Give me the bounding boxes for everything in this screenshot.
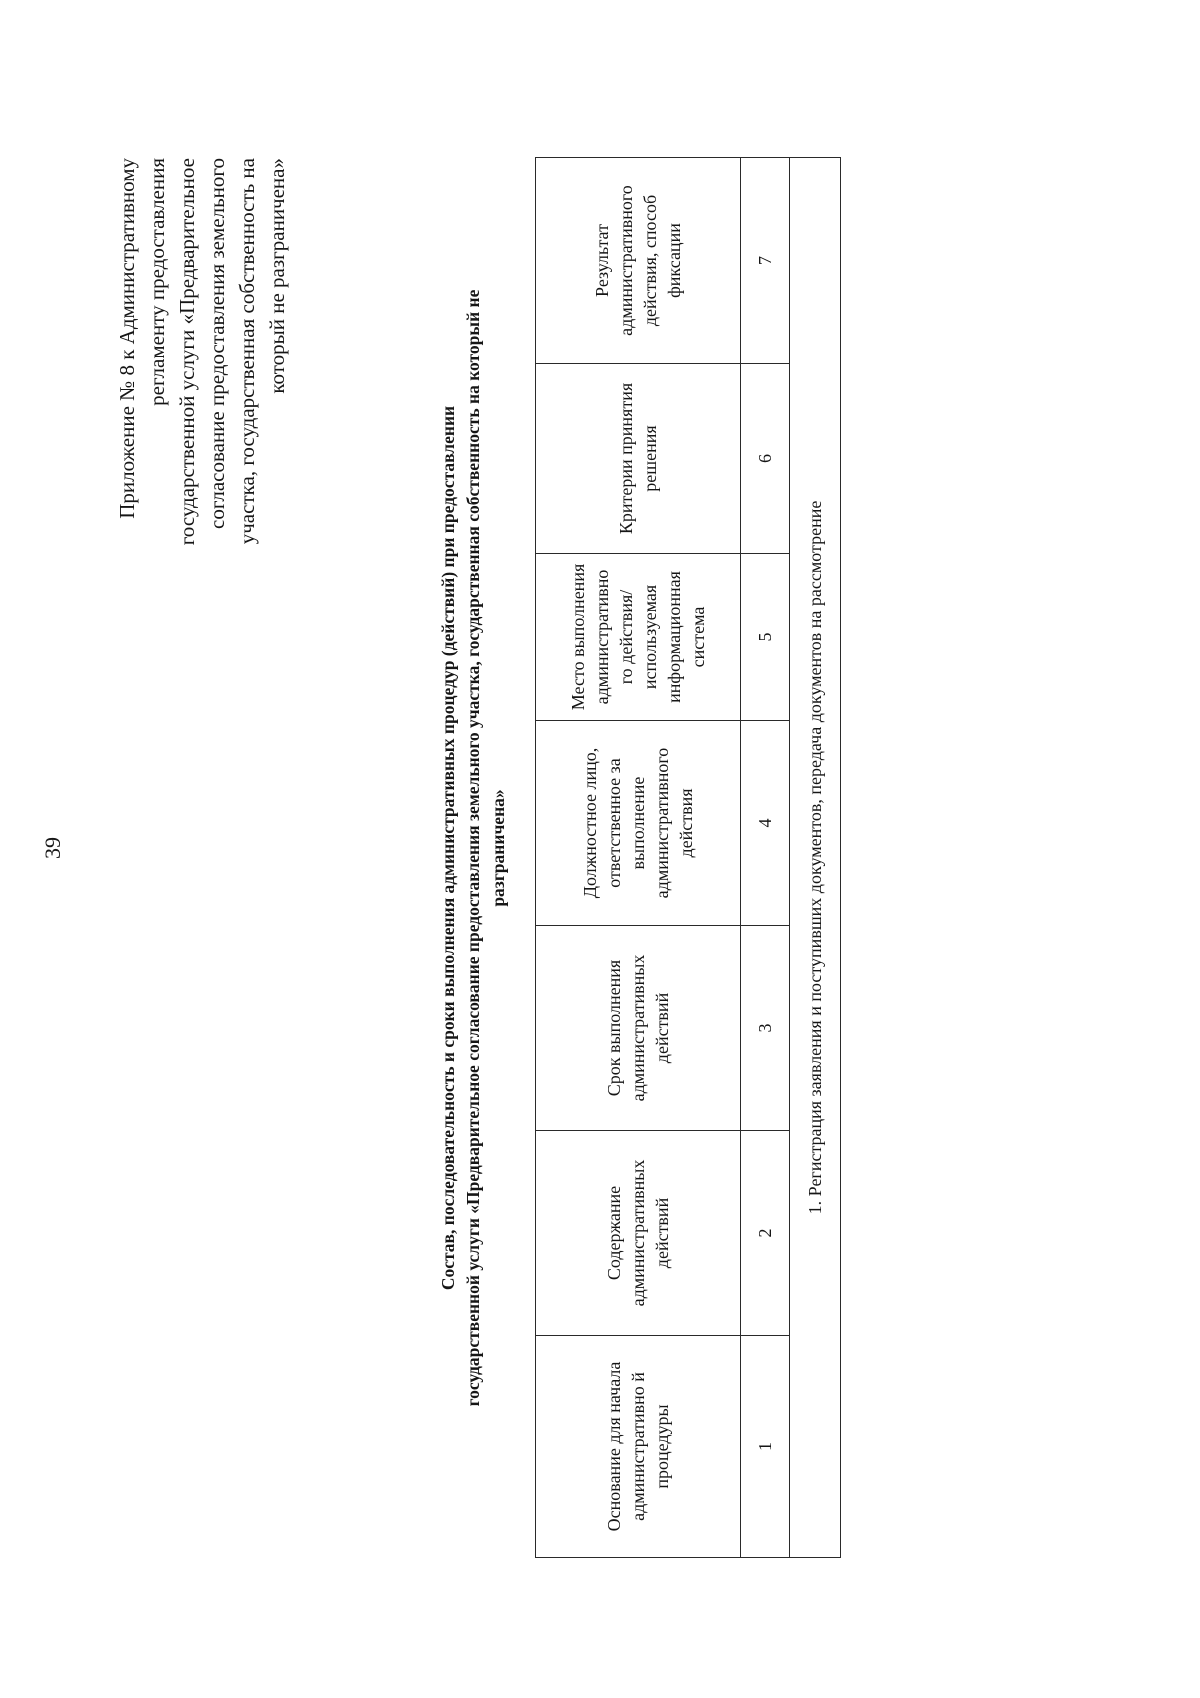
appendix-line: участка, государственная собственность на (235, 158, 259, 545)
column-header: Критерии принятия решения (536, 364, 741, 554)
page-number: 39 (40, 837, 65, 859)
appendix-line: согласование предоставления земельного (205, 158, 229, 529)
document-title (436, 98, 511, 1598)
appendix-line: который не разграничена» (265, 158, 289, 394)
column-header: Срок выполнения административных действий (536, 926, 741, 1131)
header-row (536, 158, 741, 1558)
column-number: 1 (741, 1336, 790, 1558)
title-line: разграничена» (488, 789, 508, 907)
title-line: Состав, последовательность и сроки выполнения административных процедур (действий) при предоставлении (438, 405, 458, 1291)
column-number: 5 (741, 554, 790, 721)
column-number: 6 (741, 364, 790, 554)
appendix-line: государственной услуги «Предварительное (175, 158, 199, 546)
column-header: Должностное лицо, ответственное за выполнение административного действия (536, 721, 741, 926)
title-line: государственной услуги «Предварительное согласование предоставления земельного участка, государственная собственность на который не (463, 289, 483, 1407)
section-row (790, 158, 841, 1558)
column-number: 2 (741, 1131, 790, 1336)
column-number: 7 (741, 158, 790, 364)
section-title: 1. Регистрация заявления и поступивших документов, передача документов на рассмотрение (790, 158, 841, 1558)
column-header: Содержание административных действий (536, 1131, 741, 1336)
column-header: Результат административного действия, способ фиксации (536, 158, 741, 364)
appendix-note (112, 158, 292, 618)
column-number: 4 (741, 721, 790, 926)
column-header: Место выполнения административно го действия/ используемая информационная система (536, 554, 741, 721)
appendix-line: регламенту предоставления (145, 158, 169, 406)
procedures-table (535, 157, 841, 1558)
appendix-line: Приложение № 8 к Административному (115, 158, 139, 519)
column-header: Основание для начала административно й процедуры (536, 1336, 741, 1558)
column-number-row (741, 158, 790, 1558)
column-number: 3 (741, 926, 790, 1131)
